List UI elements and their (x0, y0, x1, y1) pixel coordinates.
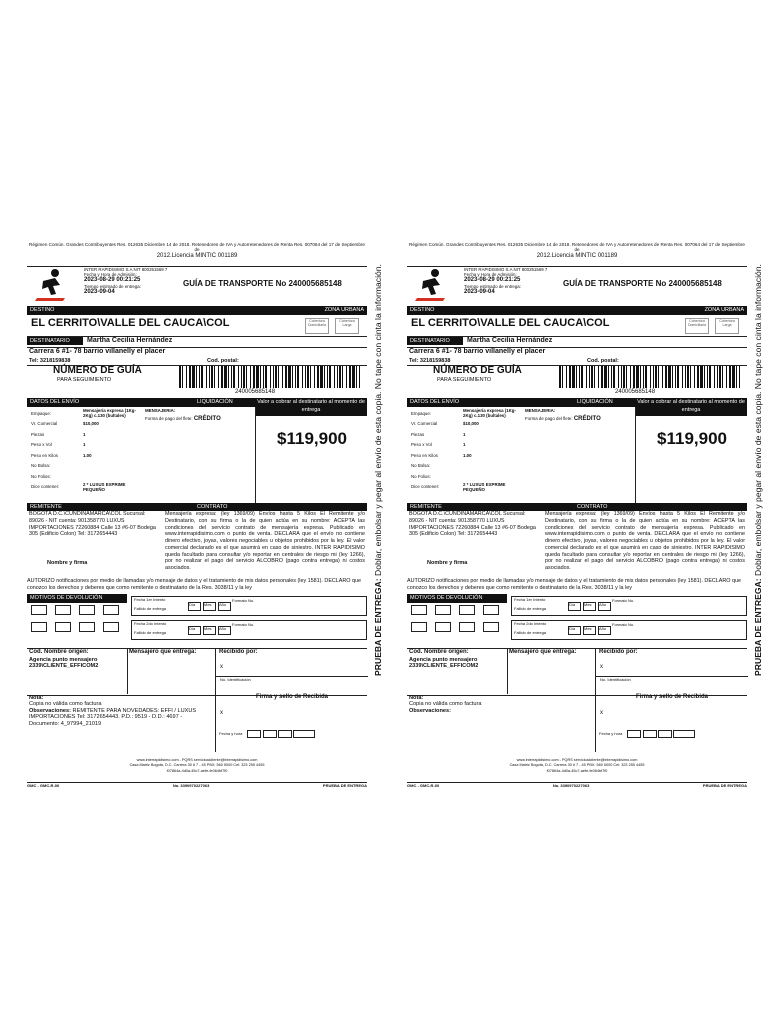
destinatario-address: Carrera 6 #1- 78 barrio villanelly el placer (409, 348, 546, 355)
motivo-checkbox[interactable] (55, 605, 71, 615)
runner-logo-icon (33, 267, 69, 303)
side-text (371, 265, 385, 675)
intento-2 (511, 620, 747, 640)
motivo-checkbox[interactable] (31, 622, 47, 632)
row-key: Peso en Kilos (31, 452, 58, 458)
destinatario-name: Martha Cecilia Hernández (87, 337, 173, 344)
obs-label: Observaciones: (409, 707, 451, 714)
header-regimen (27, 242, 367, 267)
mensajero-label: Mensajero que entrega: (509, 649, 577, 655)
remitente-bar (407, 503, 747, 511)
nota-line: Copia no válida como factura (409, 701, 482, 708)
motivo-checkbox[interactable] (79, 622, 95, 632)
remitente-label: REMITENTE (30, 504, 62, 510)
footer (27, 758, 367, 774)
entrega-label: Tiempo estimado de entrega: (464, 284, 521, 290)
table-row (27, 440, 255, 451)
remitente-label: REMITENTE (410, 504, 442, 510)
footer-line1: www.interrapidisimo.com - PQRS servicioalcliente@interrapidisimo.com (516, 758, 638, 762)
destinatario-row (407, 336, 747, 348)
remitente-bar (27, 503, 367, 511)
contrato-text: Mensajería expresa: (ley 1369/09) Envíos hasta 5 Kilos El Remitente y/o Destinatario, con su firma o la de quien actúa en su nombre: ACEPTA las condiciones del servicio contrato de mensajería expresa. Publicado en www.interrapidisimo.com o punto de venta. DECLARA que el envío no contiene dinero efectivo, joyas, valores negociables u objetos prohibidos por la ley. El valor comercial declarado es el que asumirá en caso de siniestro. INTER RAPIDISIMO queda facultado para consultar y/o reportar en centrales de riesgo mi (ley 1266), por no realizar el pago del servicio ALCOBRO (pago contra entrega) ni costos asociados. (545, 511, 745, 571)
table-row (407, 461, 635, 472)
cod-postal: Cod. postal: (207, 358, 239, 364)
ano-field[interactable]: Año (598, 626, 611, 635)
destino-bar (407, 306, 747, 315)
valor-box (255, 407, 368, 503)
table-row (27, 461, 255, 472)
table-row (407, 471, 635, 482)
fecha-hora-row (599, 730, 747, 738)
numero-guia-title: NÚMERO DE GUÍA (53, 365, 142, 376)
motivo-checkbox[interactable] (459, 622, 475, 632)
hora-field[interactable] (293, 730, 315, 738)
liquidacion-label: LIQUIDACIÓN (197, 399, 233, 405)
motivos-checkboxes (27, 603, 127, 627)
formato-label: Formato No. (612, 622, 635, 627)
header-line1: Régimen Común. Grandes Contribuyentes Res. 012635 Diciembre 14 de 2018. Retenedores de IVA y Autorretenedores de Renta Res. 007064 del 17 de Septiembre de (29, 242, 365, 253)
row-value: 1.00 (463, 452, 472, 458)
mes-field[interactable] (263, 730, 277, 738)
credito-value: CRÉDITO (573, 416, 601, 423)
credito-value: CRÉDITO (193, 416, 221, 423)
contrato-label: CONTRATO (197, 504, 228, 510)
fallido-label: Fallido de entrega (514, 606, 547, 611)
ano-field[interactable] (658, 730, 672, 738)
fecha-hora-label: Fecha y hora (219, 731, 243, 737)
table-row (407, 482, 635, 493)
datos-envio-label: DATOS DEL ENVÍO (410, 399, 460, 405)
table-row (407, 450, 635, 461)
bottom-label: PRUEBA DE ENTREGA (322, 783, 367, 788)
mensajeria-label: MENSAJERIA: (145, 408, 176, 413)
row-key: No Bolsa: (411, 463, 431, 469)
row-key: Vr. Comercial (31, 421, 58, 427)
footer (407, 758, 747, 774)
table-row (407, 429, 635, 440)
dia-field[interactable]: Día (188, 602, 201, 611)
destinatario-label: DESTINATARIO (27, 337, 83, 345)
identificacion-label: No. Identificación (600, 677, 631, 682)
cod-label: Cod. Nombre origen: (29, 649, 89, 655)
dia-field[interactable]: Día (568, 626, 581, 635)
fallido-label: Fallido de entrega (134, 630, 167, 635)
footer-line3: f07864a-4d0a-45c7-aefe-fe064bf7f0 (166, 768, 228, 773)
row-key: No Folios: (411, 473, 431, 479)
forma-pago-label: Forma de pago del flete: (145, 416, 193, 422)
zona-label: ZONA URBANA (704, 307, 744, 313)
numero-guia-sub: PARA SEGUIMIENTO (437, 377, 492, 383)
formato-label: Formato No. (612, 598, 635, 603)
mes-field[interactable]: Mes (203, 602, 216, 611)
mensajeria-block (145, 408, 255, 423)
numero-guia-title: NÚMERO DE GUÍA (433, 365, 522, 376)
motivos-label: MOTIVOS DE DEVOLUCIÓN (407, 594, 507, 603)
footer-line2: Casa Matriz Bogotá, D.C. Carrera 30 # 7 - 45 PBX: 560 5000 Cel: 323 255 4455 (509, 763, 645, 768)
cobertura-box-2: Cobertura Larga (715, 318, 739, 334)
row-key: Peso x Vol (411, 442, 432, 448)
motivos-checkboxes (407, 603, 507, 627)
destinatario-address: Carrera 6 #1- 78 barrio villanelly el placer (29, 348, 166, 355)
ano-field[interactable] (278, 730, 292, 738)
remitente-text: BOGOTA D.C.\CUNDINAMARCA\COL Sucursal: 89026 - NIT cuenta: 901358770 LUXUS IMPORTACIONES 72260884 Calle 13 #6-07 Bodega 305 (Edificio Colon) Tel: 3172654443 (409, 511, 536, 538)
bottom-row (27, 782, 367, 789)
motivo-checkbox[interactable] (31, 605, 47, 615)
row-key: Empaque: (411, 410, 432, 416)
row-key: Peso x Vol (31, 442, 52, 448)
bottom-number: No. 3390970227063 (172, 783, 210, 788)
mes-field[interactable]: Mes (203, 626, 216, 635)
mes-field[interactable]: Mes (583, 626, 596, 635)
row-key: Vr. Comercial (411, 421, 438, 427)
nombre-firma: Nombre y firma (47, 560, 88, 566)
recibido-label: Recibido por: (219, 649, 258, 655)
hora-field[interactable] (673, 730, 695, 738)
destino-bar (27, 306, 367, 315)
intento-1 (131, 596, 367, 616)
row-key: Dice contener: (411, 484, 440, 490)
row-value: 1.00 (83, 452, 92, 458)
fecha2-label: Fecha 2do Intento (134, 621, 167, 626)
firma-sello-label: Firma y sello de Recibida (255, 694, 329, 700)
motivo-checkbox[interactable] (55, 622, 71, 632)
guia-left (27, 242, 367, 790)
autorizo-text: AUTORIZO notificaciones por medio de llamadas y/o mensaje de datos y el tratamiento de mis datos personales (ley 1581). DECLARO que conozco los derechos y deberes que como remitente o destinatario de la Res. 3038/11 y la ley (407, 578, 741, 591)
valor-amount: $119,900 (277, 429, 347, 448)
nota-label: Nota: (29, 695, 44, 701)
motivo-checkbox[interactable] (411, 622, 427, 632)
fecha1-label: Fecha 1er Intento (514, 597, 546, 602)
footer-line1: www.interrapidisimo.com - PQRS servicioalcliente@interrapidisimo.com (136, 758, 258, 762)
destino-label: DESTINO (30, 307, 55, 313)
contrato-label: CONTRATO (577, 504, 608, 510)
identificacion-label: No. Identificación (220, 677, 251, 682)
contrato-text: Mensajería expresa: (ley 1369/09) Envíos hasta 5 Kilos El Remitente y/o Destinatario, con su firma o la de quien actúa en su nombre: ACEPTA las condiciones del servicio contrato de mensajería expresa. Publicado en www.interrapidisimo.com o punto de venta. DECLARA que el envío no contiene dinero efectivo, joyas, valores negociables u objetos prohibidos por la ley. El valor comercial declarado es el que asumirá en caso de siniestro. INTER RAPIDISIMO queda facultado para consultar y/o reportar en centrales de riesgo mi (ley 1266), por no realizar el pago del servicio ALCOBRO (pago contra entrega) ni costos asociados. (165, 511, 365, 571)
cod-postal: Cod. postal: (587, 358, 619, 364)
fecha-entrega: 2023-09-04 (84, 289, 115, 296)
table-row (407, 440, 635, 451)
zona-label: ZONA URBANA (324, 307, 364, 313)
intento-1 (511, 596, 747, 616)
barcode-icon (557, 366, 743, 388)
recibido-box: Recibido por: x No. Identificación Firma y sello de Recibida x (215, 648, 368, 752)
nota-label: Nota: (409, 695, 424, 701)
agencia-text: Agencia punto mensajero 2339\CLIENTE_EFFICOM2 (409, 657, 479, 670)
destinatario-tel: Tel: 3218159838 (29, 358, 71, 364)
ano-field[interactable]: Año (218, 626, 231, 635)
destinatario-tel: Tel: 3218159838 (409, 358, 451, 364)
ano-field[interactable]: Año (598, 602, 611, 611)
runner-logo-icon (413, 267, 449, 303)
barcode-number: 240005685148 (615, 389, 656, 395)
motivo-checkbox[interactable] (79, 605, 95, 615)
forma-pago-label: Forma de pago del flete: (525, 416, 573, 422)
remitente-text: BOGOTA D.C.\CUNDINAMARCA\COL Sucursal: 89026 - NIT cuenta: 901358770 LUXUS IMPORTACIONES 72260884 Calle 13 #6-07 Bodega 305 (Edificio Colon) Tel: 3172654443 (29, 511, 156, 538)
bottom-number: No. 3390970227063 (552, 783, 590, 788)
barcode-icon (177, 366, 363, 388)
mes-field[interactable] (643, 730, 657, 738)
destinatario-name: Martha Cecilia Hernández (467, 337, 553, 344)
side-text (751, 265, 765, 675)
row-key: Peso en Kilos (411, 452, 438, 458)
destino-label: DESTINO (410, 307, 435, 313)
motivo-checkbox[interactable] (459, 605, 475, 615)
motivo-checkbox[interactable] (483, 605, 499, 615)
row-value: 1 (83, 431, 86, 437)
destino-city: EL CERRITO\VALLE DEL CAUCA\COL (411, 317, 610, 329)
cobertura-box-2: Cobertura Larga (335, 318, 359, 334)
liquidacion-label: LIQUIDACIÓN (577, 399, 613, 405)
motivos-label: MOTIVOS DE DEVOLUCIÓN (27, 594, 127, 603)
valor-label: Valor a cobrar al destinatario al momento de entrega (635, 398, 747, 416)
fecha-hora-label: Fecha y hora (599, 731, 623, 737)
numero-guia-sub: PARA SEGUIMIENTO (57, 377, 112, 383)
row-value: 1 (83, 442, 86, 448)
table-row (27, 471, 255, 482)
fecha1-label: Fecha 1er Intento (134, 597, 166, 602)
table-row (27, 450, 255, 461)
motivo-checkbox[interactable] (435, 622, 451, 632)
barcode-number: 240005685148 (235, 389, 276, 395)
motivo-checkbox[interactable] (411, 605, 427, 615)
motivo-checkbox[interactable] (483, 622, 499, 632)
nota-line: Copia no válida como factura (29, 701, 102, 708)
fecha-entrega: 2023-09-04 (464, 289, 495, 296)
table-row (27, 429, 255, 440)
row-value: 1 (463, 431, 466, 437)
valor-box (635, 407, 748, 503)
cod-label: Cod. Nombre origen: (409, 649, 469, 655)
row-value: 2 * LUXUS EXPRIME PEQUEÑO (83, 481, 126, 492)
row-value: Mensajería expresa (1Kg-2Kg) c.130 (bultales) (463, 408, 516, 419)
side-rest: Doblar, embolsar y pegar al envío de esta copia. No tape con cinta la información. (753, 264, 763, 579)
row-value: Mensajería expresa (1Kg-2Kg) c.130 (bultales) (83, 408, 136, 419)
header-line2: 2012.Licencia MINTIC 001189 (536, 252, 618, 259)
fecha-admision: 2023-08-29 00:21:25 (464, 277, 521, 284)
firma-sello-label: Firma y sello de Recibida (635, 694, 709, 700)
row-key: Empaque: (31, 410, 52, 416)
footer-line2: Casa Matriz Bogotá, D.C. Carrera 30 # 7 - 45 PBX: 560 5000 Cel: 323 255 4455 (129, 763, 265, 768)
company-name: INTER RAPIDISIMO S.A NIT 800251569 7 (84, 267, 168, 272)
guia-title: GUÍA DE TRANSPORTE No 240005685148 (563, 279, 722, 288)
header-regimen (407, 242, 747, 267)
recibido-label: Recibido por: (599, 649, 638, 655)
company-info (464, 267, 574, 296)
mensajero-label: Mensajero que entrega: (129, 649, 197, 655)
fecha-label: Fecha y Hora de Admisión: (84, 272, 137, 278)
destinatario-label: DESTINATARIO (407, 337, 463, 345)
motivo-checkbox[interactable] (103, 622, 119, 632)
row-value: 2 * LUXUS EXPRIME PEQUEÑO (463, 481, 506, 492)
cobertura-box-1: Cobertura Domiciliaria (685, 318, 709, 334)
row-key: No Folios: (31, 473, 51, 479)
mensajeria-label: MENSAJERIA: (525, 408, 556, 413)
dia-field[interactable]: Día (188, 626, 201, 635)
agencia-text: Agencia punto mensajero 2339\CLIENTE_EFFICOM2 (29, 657, 99, 670)
intento-2 (131, 620, 367, 640)
valor-amount: $119,900 (657, 429, 727, 448)
mensajeria-block (525, 408, 635, 423)
motivo-checkbox[interactable] (103, 605, 119, 615)
formato-label: Formato No. (232, 622, 255, 627)
fecha-hora-row (219, 730, 367, 738)
cobertura-box-1: Cobertura Domiciliaria (305, 318, 329, 334)
row-key: Piezas (411, 431, 425, 437)
mes-field[interactable]: Mes (583, 602, 596, 611)
formato-label: Formato No. (232, 598, 255, 603)
recibido-box: Recibido por: x No. Identificación Firma y sello de Recibida x (595, 648, 748, 752)
ano-field[interactable]: Año (218, 602, 231, 611)
motivo-checkbox[interactable] (435, 605, 451, 615)
side-bold: PRUEBA DE ENTREGA: (753, 578, 763, 676)
row-value: 1 (463, 442, 466, 448)
nombre-firma: Nombre y firma (427, 560, 468, 566)
destino-city: EL CERRITO\VALLE DEL CAUCA\COL (31, 317, 230, 329)
company-info (84, 267, 194, 296)
bottom-label: PRUEBA DE ENTREGA (702, 783, 747, 788)
dia-field[interactable] (627, 730, 641, 738)
fecha-label: Fecha y Hora de Admisión: (464, 272, 517, 278)
fallido-label: Fallido de entrega (134, 606, 167, 611)
bottom-row (407, 782, 747, 789)
table-row (27, 482, 255, 493)
fecha2-label: Fecha 2do Intento (514, 621, 547, 626)
datos-envio-label: DATOS DEL ENVÍO (30, 399, 80, 405)
bottom-code: GMC - GMC-R-00 (407, 783, 440, 788)
company-name: INTER RAPIDISIMO S.A NIT 800251569 7 (464, 267, 548, 272)
autorizo-text: AUTORIZO notificaciones por medio de llamadas y/o mensaje de datos y el tratamiento de mis datos personales (ley 1581). DECLARO que conozco los derechos y deberes que como remitente o destinatario de la Res. 3038/11 y la ley (27, 578, 361, 591)
guia-right (407, 242, 747, 790)
row-value: $10,000 (83, 421, 99, 427)
row-key: Piezas (31, 431, 45, 437)
nota-block (409, 695, 593, 714)
entrega-label: Tiempo estimado de entrega: (84, 284, 141, 290)
side-bold: PRUEBA DE ENTREGA: (373, 578, 383, 676)
dia-field[interactable] (247, 730, 261, 738)
obs-text: REMITENTE PARA NOVEDADES: EFFI / LUXUS IMPORTACIONES Tel: 3172654443. P.D.: 9519 - D.D.: 4697 - Documento: 4_97994_21019 (29, 707, 197, 727)
footer-line3: f07864a-4d0a-45c7-aefe-fe064bf7f0 (546, 768, 608, 773)
side-rest: Doblar, embolsar y pegar al envío de esta copia. No tape con cinta la información. (373, 264, 383, 579)
header-line1: Régimen Común. Grandes Contribuyentes Res. 012635 Diciembre 14 de 2018. Retenedores de IVA y Autorretenedores de Renta Res. 007064 del 17 de Septiembre de (409, 242, 745, 253)
row-key: Dice contener: (31, 484, 60, 490)
row-value: $10,000 (463, 421, 479, 427)
header-line2: 2012.Licencia MINTIC 001189 (156, 252, 238, 259)
destinatario-row (27, 336, 367, 348)
guia-title: GUÍA DE TRANSPORTE No 240005685148 (183, 279, 342, 288)
dia-field[interactable]: Día (568, 602, 581, 611)
fallido-label: Fallido de entrega (514, 630, 547, 635)
row-key: No Bolsa: (31, 463, 51, 469)
fecha-admision: 2023-08-29 00:21:25 (84, 277, 141, 284)
nota-block (29, 695, 213, 727)
valor-label: Valor a cobrar al destinatario al momento de entrega (255, 398, 367, 416)
bottom-code: GMC - GMC-R-00 (27, 783, 60, 788)
obs-label: Observaciones: (29, 707, 71, 714)
